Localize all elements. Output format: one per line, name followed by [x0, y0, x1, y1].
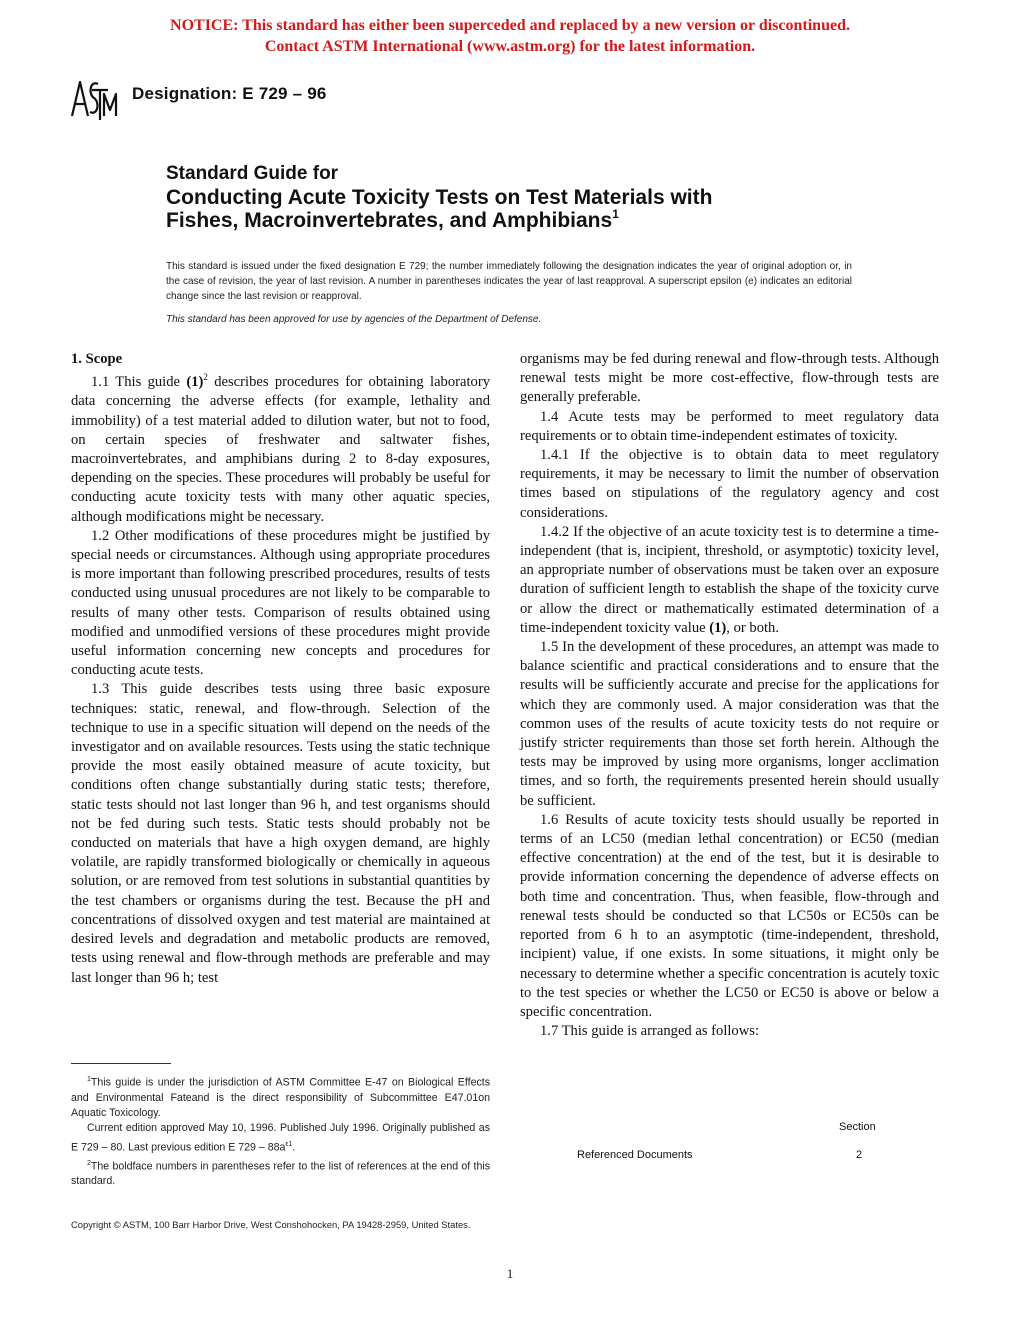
copyright-notice: Copyright © ASTM, 100 Barr Harbor Drive, West Conshohocken, PA 19428-2959, United States. [71, 1219, 471, 1230]
epsilon-mark: ε1 [285, 1140, 293, 1148]
text-run: 1.1 This guide [91, 374, 187, 391]
title-footnote-mark: 1 [612, 207, 619, 221]
dod-approval-note: This standard has been approved for use by agencies of the Department of Defense. [166, 314, 542, 325]
footnote-1 [71, 1072, 490, 1121]
paragraph-1-4: 1.4 Acute tests may be performed to meet regulatory data requirements or to obtain time-independent estimates of toxicity. [520, 408, 939, 444]
paragraph-1-4-2 [520, 523, 939, 638]
notice-line-2: Contact ASTM International (www.astm.org) for the latest information. [264, 38, 756, 55]
paragraph-1-6: 1.6 Results of acute toxicity tests should usually be reported in terms of an LC50 (median lethal concentration) or EC50 (median effective concentration) at the end of the test, but it is desirable to provide information concerning the dependence of adverse effects on both time and concentration. Thus, when feasible, flow-through and renewal tests should be conducted so that LC50s or EC50s can be reported from 6 h to an asymptotic (time-independent, threshold, incipient) value, if one exists. In some situations, it might only be necessary to determine whether a specific concentration is acutely toxic to the test species or whether the LC50 or EC50 is above or below a specific concentration. [520, 811, 939, 1020]
footnote-1-edition-text: Current edition approved May 10, 1996. Published July 1996. Originally published as E 729 – 80. Last previous edition E 729 – 88a [71, 1122, 490, 1154]
toc-section-header: Section [839, 1121, 876, 1133]
document-title [166, 162, 712, 235]
paragraph-1-2: 1.2 Other modifications of these procedures might be justified by special needs or circumstances. Although using appropriate procedures is more important than following prescribed procedures, results of tests conducted using unusual procedures are not likely to be comparable to results of many other tests. Comparison of results obtained using modified and unmodified versions of these procedures might provide useful information concerning new concepts and procedures for conducting acute tests. [71, 527, 490, 679]
footnotes [71, 1072, 490, 1190]
footnote-1-edition [71, 1121, 490, 1155]
left-column [71, 350, 490, 988]
text-run: , or both. [726, 619, 779, 636]
text-run: 1.4.2 If the objective of an acute toxicity test is to determine a time-independent (that is, incipient, threshold, or asymptotic) toxicity level, an appropriate number of observations must be taken over an exposure duration of sufficient length to establish the shape of the toxicity curve or allow the direct or mathematically estimated determination of a time-independent toxicity value [520, 523, 939, 636]
toc-row-section: 2 [856, 1149, 863, 1161]
paragraph-1-4-1: 1.4.1 If the objective is to obtain data to meet regulatory requirements, it may be necessary to limit the number of observation times based on stipulations of the regulatory agency and cost considerations. [520, 447, 939, 521]
footnote-2 [71, 1156, 490, 1190]
notice-banner [0, 15, 1020, 57]
right-column [520, 350, 939, 1041]
footnote-divider [71, 1063, 171, 1064]
astm-logo-icon [68, 76, 120, 124]
paragraph-1-3: 1.3 This guide describes tests using three basic exposure techniques: static, renewal, and flow-through. Selection of the technique to use in a specific situation will depend on the needs of the investigator and on available resources. Tests using the static technique provide the most easily obtained measure of acute toxicity, but conditions often change substantially during static tests; therefore, static tests should not last longer than 96 h, and test organisms should not be fed during such tests. Static tests should probably not be conducted on materials that have a high oxygen demand, are highly volatile, are rapidly transformed biologically or chemically in aqueous solution, or are removed from test solutions in substantial quantities by the test chambers or organisms during the test. Because the pH and concentrations of dissolved oxygen and test material are maintained at desired levels and degradation and metabolic products are removed, tests using renewal and flow-through methods are preferable and may last longer than 96 h; test [71, 681, 490, 986]
toc-row-name: Referenced Documents [577, 1149, 693, 1161]
text-run: describes procedures for obtaining laboratory data concerning the adverse effects (for example, lethality and immobility) of a test material added to dilution water, but not to food, on certain species of freshwater and saltwater fishes, macroinvertebrates, and amphibians during 2 to 8-day exposures, depending on the species. These procedures will probably be useful for conducting acute toxicity tests with many other aquatic species, although modifications might be necessary. [71, 374, 490, 525]
title-line-2: Conducting Acute Toxicity Tests on Test Materials with [166, 186, 713, 209]
footnote-1-text: This guide is under the jurisdiction of ASTM Committee E-47 on Biological Effects and Environmental Fateand is the direct responsibility of Subcommittee E47.01on Aquatic Toxicology. [71, 1076, 490, 1120]
reference-link: (1) [186, 374, 204, 391]
footnote-2-text: The boldface numbers in parentheses refer to the list of references at the end of this standard. [71, 1160, 490, 1188]
title-line-1: Standard Guide for [166, 163, 339, 184]
footnote-ref: 2 [203, 372, 208, 383]
footnote-1-mark: 1 [87, 1076, 91, 1083]
notice-line-1: NOTICE: This standard has either been superceded and replaced by a new version or discontinued. [170, 17, 850, 34]
designation: Designation: E 729 – 96 [132, 84, 327, 103]
issued-notice: This standard is issued under the fixed designation E 729; the number immediately following the designation indicates the year of original adoption or, in the case of revision, the year of last revision. A number in parentheses indicates the year of last reapproval. A superscript epsilon (e) indicates an editorial change since the last revision or reapproval. [166, 261, 852, 302]
title-line-3 [166, 209, 712, 235]
reference-link: (1) [709, 619, 727, 636]
paragraph-1-7: 1.7 This guide is arranged as follows: [540, 1023, 760, 1040]
title-line-3-text: Fishes, Macroinvertebrates, and Amphibians [166, 209, 613, 232]
paragraph-1-5: 1.5 In the development of these procedures, an attempt was made to balance scientific and practical considerations and to ensure that the results will be sufficiently accurate and precise for the applications for which they are commonly used. A major consideration was that the common uses of the results of acute toxicity tests do not require or justify stricter requirements than those set forth herein. Although the tests may be improved by using more organisms, longer acclimation times, and so forth, the requirements presented herein should usually be sufficient. [520, 639, 939, 809]
section-heading-scope: 1. Scope [71, 351, 123, 367]
footnote-2-mark: 2 [87, 1159, 91, 1167]
page-number: 1 [506, 1266, 514, 1281]
footnote-1-edition-end: . [292, 1141, 296, 1154]
paragraph-1-3-continued: organisms may be fed during renewal and flow-through tests. Although renewal tests might be more cost-effective, flow-through tests are generally preferable. [520, 351, 939, 406]
paragraph-1-1 [71, 373, 490, 527]
